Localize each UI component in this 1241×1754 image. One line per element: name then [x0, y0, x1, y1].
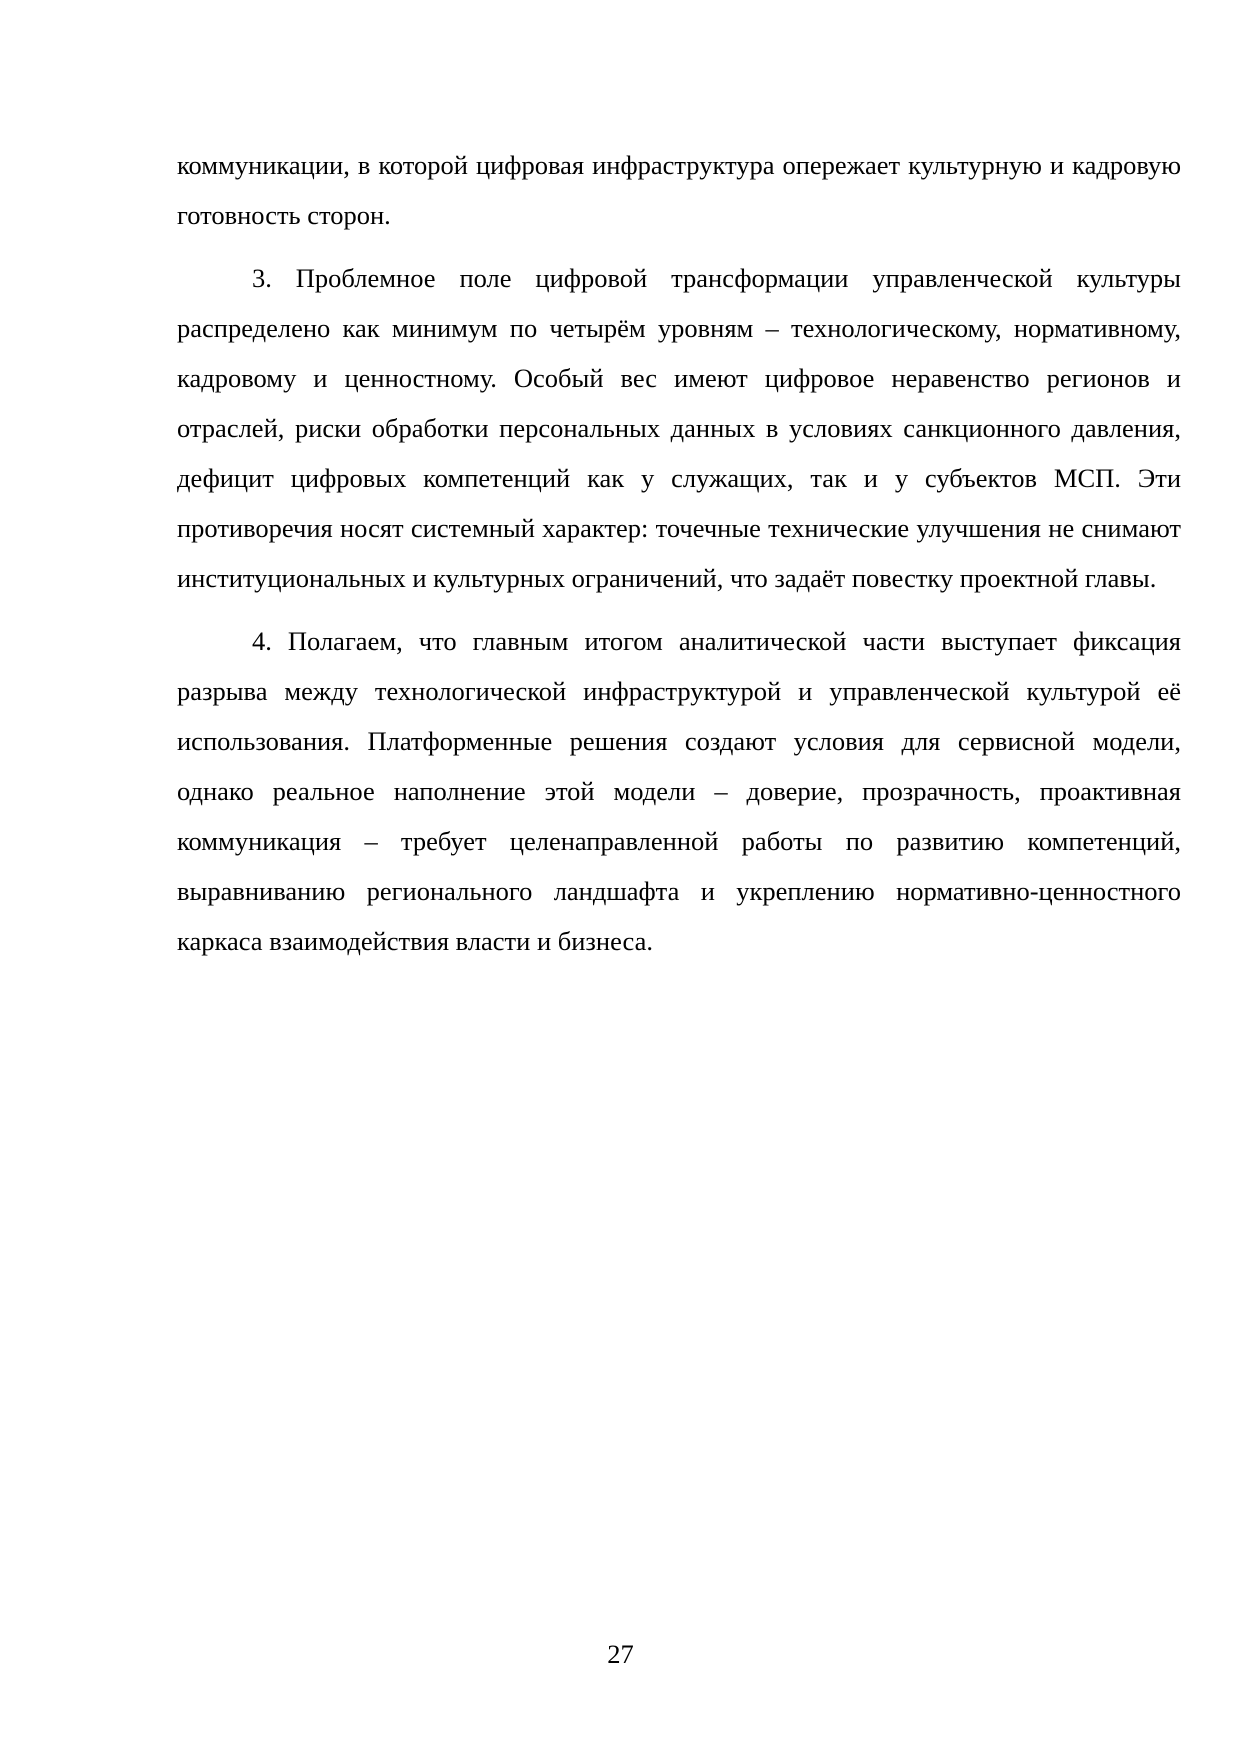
paragraph-continuation: коммуникации, в которой цифровая инфраструктура опережает культурную и кадровую готовность сторон. [177, 150, 1181, 230]
paragraph-point-4: 4. Полагаем, что главным итогом аналитической части выступает фиксация разрыва между технологической инфраструктурой и управленческой культурой её использования. Платформенные решения создают условия для сервисной модели, однако реальное наполнение этой модели – доверие, прозрачность, проактивная коммуникация – требует целенаправленной работы по развитию компетенций, выравниванию регионального ландшафта и укреплению нормативно-ценностного каркаса взаимодействия власти и бизнеса. [177, 626, 1181, 956]
body-text [177, 140, 1181, 979]
paragraph-point-3: 3. Проблемное поле цифровой трансформации управленческой культуры распределено как минимум по четырём уровням – технологическому, нормативному, кадровому и ценностному. Особый вес имеют цифровое неравенство регионов и отраслей, риски обработки персональных данных в условиях санкционного давления, дефицит цифровых компетенций как у служащих, так и у субъектов МСП. Эти противоречия носят системный характер: точечные технические улучшения не снимают институциональных и культурных ограничений, что задаёт повестку проектной главы. [177, 263, 1181, 593]
page-number: 27 [607, 1639, 634, 1669]
